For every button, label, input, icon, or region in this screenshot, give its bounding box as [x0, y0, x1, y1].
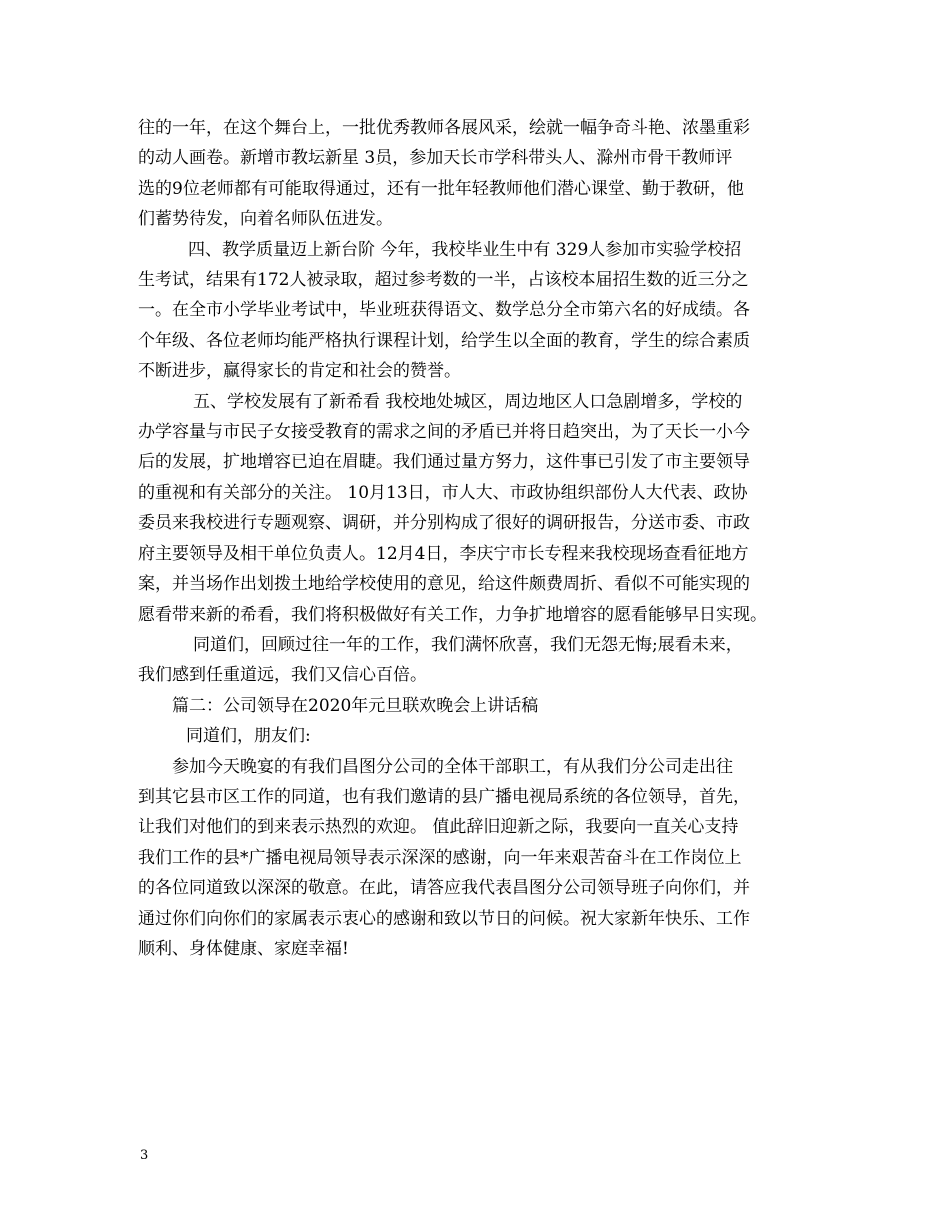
paragraph-school-development: 五、学校发展有了新希看 我校地处城区，周边地区人口急剧增多，学校的 办学容量与市民子女接受教育的需求之间的矛盾已并将日趋突出，为了天长一小今 后的发展，扩地增容已迫在眉睫。我们通过量方努力，这件事已引发了市主要领导 的重视和有关部分的关注。 10月13日，市人大、市政协组织部份人大代表、政协 委员来我校进行专题观察、调研，并分别构成了很好的调研报告，分送市委、市政 府主要领导及相干单位负责人。12月4日，李庆宁市长专程来我校现场查看征地方 案，并当场作出划拨土地给学校使用的意见，给这件颇费周折、看似不可能实现的 愿看带来新的希看，我们将积极做好有关工作，力争扩地增容的愿看能够早日实现。 [138, 391, 767, 625]
paragraph-closing: 同道们，回顾过往一年的工作，我们满怀欣喜，我们无怨无悔;展看未来， 我们感到任重道远，我们又信心百倍。 [138, 634, 743, 686]
section-heading-part-two: 篇二：公司领导在2020年元旦联欢晚会上讲话稿 [172, 695, 539, 716]
paragraph-teaching-quality: 四、教学质量迈上新台阶 今年，我校毕业生中有 329人参加市实验学校招 生考试，结果有172人被录取，超过参考数的一半，占该校本届招生数的近三分之 一。在全市小学毕业考试中，毕业班获得语文、数学总分全市第六名的好成绩。各 个年级、各位老师均能严格执行课程计划，给学生以全面的教育，学生的综合素质 不断进步，赢得家长的肯定和社会的赞誉。 [138, 239, 750, 382]
salutation: 同道们，朋友们: [186, 726, 311, 747]
document-body [138, 113, 823, 964]
paragraph-speech-body: 参加今天晚宴的有我们昌图分公司的全体干部职工，有从我们分公司走出往 到其它县市区工作的同道，也有我们邀请的县广播电视局系统的各位领导，首先， 让我们对他们的到来表示热烈的欢迎。 值此辞旧迎新之际，我要向一直关心支持 我们工作的县*广播电视局领导表示深深的感谢，向一年来艰苦奋斗在工作岗位上 的各位同道致以深深的敬意。在此，请答应我代表昌图分公司领导班子向你们，并 通过你们向你们的家属表示衷心的感谢和致以节日的问候。祝大家新年快乐、工作 顺利、身体健康、家庭幸福! [138, 756, 750, 959]
page-number: 3 [140, 1148, 149, 1163]
paragraph-teachers: 往的一年，在这个舞台上，一批优秀教师各展风采，绘就一幅争奇斗艳、浓墨重彩 的动人画卷。新增市教坛新星 3员，参加天长市学科带头人、滁州市骨干教师评 选的9位老师都有可能取得通过，还有一批年轻教师他们潜心课堂、勤于教研，他 们蓄势待发，向着名师队伍进发。 [138, 118, 750, 230]
